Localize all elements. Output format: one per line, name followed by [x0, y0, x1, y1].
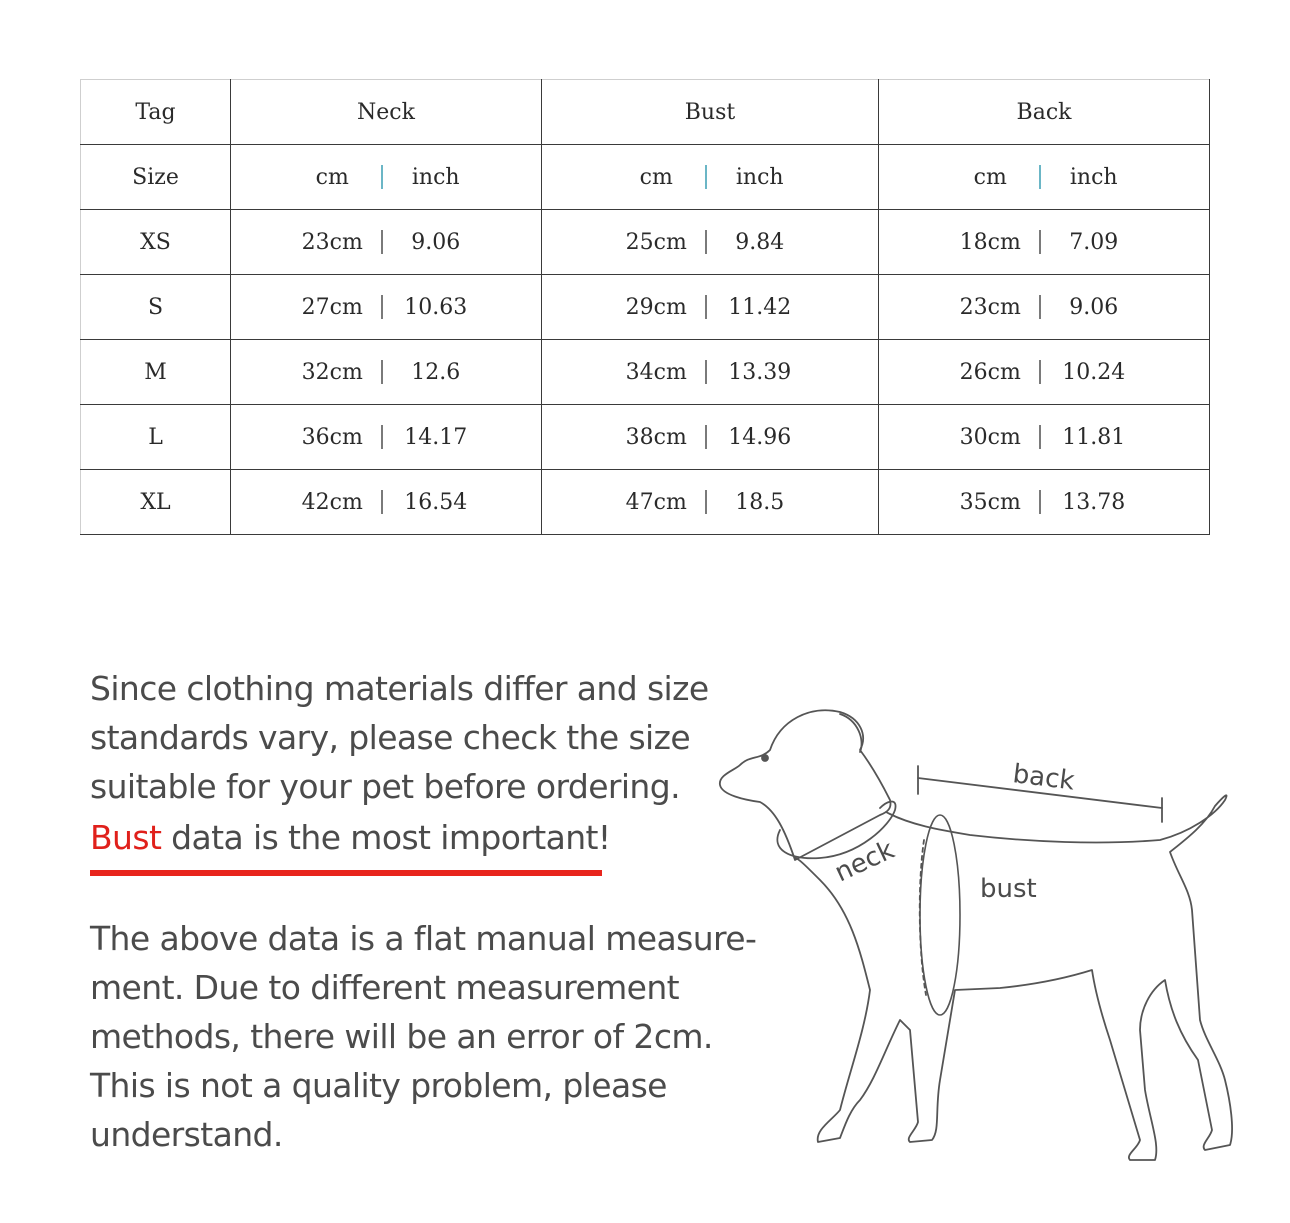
bust-inch: 11.42 [728, 294, 792, 320]
unit-separator [705, 230, 707, 254]
neck-cm: 27cm [301, 294, 363, 320]
bust-unit-cm: cm [639, 164, 673, 190]
neck-inch: 10.63 [404, 294, 468, 320]
unit-separator [705, 490, 707, 514]
bust-cell [542, 340, 879, 405]
bust-cell [542, 405, 879, 470]
bust-unit-inch: inch [735, 164, 784, 190]
bust-cm: 25cm [625, 229, 687, 255]
unit-separator [381, 425, 383, 449]
neck-label: neck [830, 835, 899, 889]
size-label-cell: Size [81, 145, 231, 210]
neck-cell [231, 275, 542, 340]
bust-inch: 18.5 [735, 489, 785, 515]
back-inch: 11.81 [1062, 424, 1126, 450]
neck-inch: 16.54 [404, 489, 468, 515]
back-cell [879, 405, 1210, 470]
bust-highlight-word: Bust [90, 818, 162, 857]
header-cell-0: Tag [81, 80, 231, 145]
table-row [81, 210, 1210, 275]
unit-separator [381, 490, 383, 514]
size-cell: XL [81, 470, 231, 535]
bust-value-pair [621, 490, 799, 515]
size-chart-table [80, 79, 1210, 535]
neck-inch: 9.06 [411, 229, 461, 255]
red-underline-divider [90, 870, 602, 876]
bust-unit-cell [542, 145, 879, 210]
size-cell: M [81, 340, 231, 405]
neck-cm: 36cm [301, 424, 363, 450]
header-cell-3: Back [879, 80, 1210, 145]
neck-value-pair [297, 425, 475, 450]
neck-cm: 32cm [301, 359, 363, 385]
back-cm: 23cm [959, 294, 1021, 320]
back-unit-value-pair [955, 165, 1133, 190]
neck-cell [231, 210, 542, 275]
bust-value-pair [621, 230, 799, 255]
unit-separator [381, 230, 383, 254]
header-cell-1: Neck [231, 80, 542, 145]
measurement-error-paragraph: The above data is a flat manual measure- ment. Due to different measurement methods, there will be an error of 2cm. This is not a quality problem, please understand. [90, 919, 757, 1154]
table-header-row [81, 80, 1210, 145]
back-unit-cell [879, 145, 1210, 210]
neck-value-pair [297, 360, 475, 385]
back-inch: 9.06 [1069, 294, 1119, 320]
back-inch: 7.09 [1069, 229, 1119, 255]
back-cm: 30cm [959, 424, 1021, 450]
neck-value-pair [297, 230, 475, 255]
bust-unit-value-pair [621, 165, 799, 190]
unit-separator [1039, 295, 1041, 319]
size-cell: S [81, 275, 231, 340]
dog-head-outline [720, 710, 891, 860]
back-inch: 10.24 [1062, 359, 1126, 385]
unit-separator [705, 295, 707, 319]
bust-cell [542, 470, 879, 535]
neck-unit-cell [231, 145, 542, 210]
bust-inch: 9.84 [735, 229, 785, 255]
unit-separator [705, 360, 707, 384]
size-notice-paragraph: Since clothing materials differ and size standards vary, please check the size suitable for your pet before ordering. [90, 669, 709, 806]
back-value-pair [955, 425, 1133, 450]
back-cell [879, 340, 1210, 405]
unit-separator [1039, 165, 1041, 189]
neck-unit-value-pair [297, 165, 475, 190]
back-cm: 18cm [959, 229, 1021, 255]
back-cm: 26cm [959, 359, 1021, 385]
back-cell [879, 275, 1210, 340]
unit-separator [1039, 360, 1041, 384]
back-value-pair [955, 490, 1133, 515]
bust-cell [542, 210, 879, 275]
neck-unit-cm: cm [315, 164, 349, 190]
neck-cell [231, 340, 542, 405]
bust-measure-loop [920, 815, 960, 1015]
table-row [81, 275, 1210, 340]
unit-separator [381, 165, 383, 189]
bust-cm: 47cm [625, 489, 687, 515]
back-unit-inch: inch [1069, 164, 1118, 190]
bust-value-pair [621, 425, 799, 450]
size-cell: XS [81, 210, 231, 275]
bust-cell [542, 275, 879, 340]
bust-cm: 29cm [625, 294, 687, 320]
back-cm: 35cm [959, 489, 1021, 515]
bust-importance-text: data is the most important! [161, 818, 611, 857]
dog-ear-outline [840, 714, 862, 752]
table-row [81, 405, 1210, 470]
neck-cell [231, 405, 542, 470]
back-cell [879, 210, 1210, 275]
neck-value-pair [297, 295, 475, 320]
back-value-pair [955, 360, 1133, 385]
neck-value-pair [297, 490, 475, 515]
size-cell: L [81, 405, 231, 470]
unit-separator [1039, 230, 1041, 254]
back-inch: 13.78 [1062, 489, 1126, 515]
table-unit-row [81, 145, 1210, 210]
unit-separator [1039, 490, 1041, 514]
back-cell [879, 470, 1210, 535]
table-row [81, 340, 1210, 405]
bust-inch: 13.39 [728, 359, 792, 385]
back-unit-cm: cm [973, 164, 1007, 190]
back-label: back [1011, 759, 1077, 797]
neck-cm: 23cm [301, 229, 363, 255]
unit-separator [381, 295, 383, 319]
neck-cm: 42cm [301, 489, 363, 515]
table-row [81, 470, 1210, 535]
bust-value-pair [621, 360, 799, 385]
header-cell-2: Bust [542, 80, 879, 145]
bust-cm: 38cm [625, 424, 687, 450]
bust-label: bust [980, 874, 1037, 904]
neck-inch: 12.6 [411, 359, 461, 385]
neck-inch: 14.17 [404, 424, 468, 450]
unit-separator [705, 425, 707, 449]
neck-cell [231, 470, 542, 535]
bust-value-pair [621, 295, 799, 320]
bust-inch: 14.96 [728, 424, 792, 450]
unit-separator [705, 165, 707, 189]
bust-importance-line [90, 813, 730, 862]
back-value-pair [955, 295, 1133, 320]
back-value-pair [955, 230, 1133, 255]
dog-measurement-diagram [700, 690, 1260, 1190]
unit-separator [381, 360, 383, 384]
unit-separator [1039, 425, 1041, 449]
neck-unit-inch: inch [411, 164, 460, 190]
bust-cm: 34cm [625, 359, 687, 385]
